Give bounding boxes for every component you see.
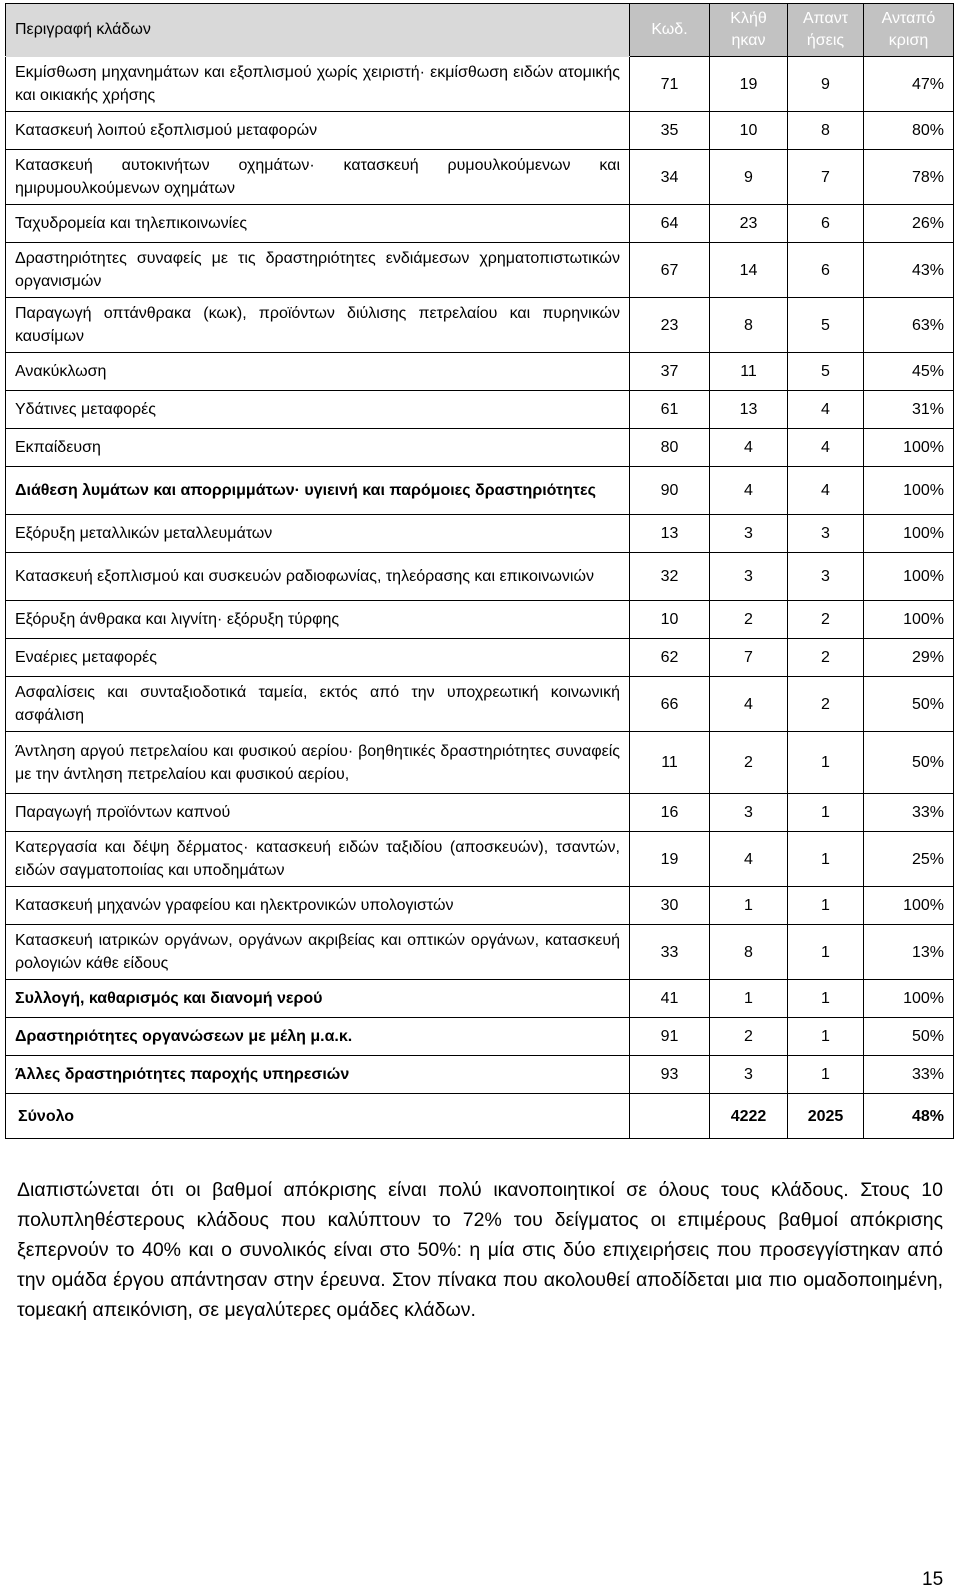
cell-code: 91 <box>630 1018 710 1056</box>
cell-response: 43% <box>864 243 954 298</box>
total-label: Σύνολο <box>6 1094 630 1139</box>
table-row <box>6 1018 954 1056</box>
cell-called: 19 <box>710 57 788 112</box>
cell-response: 33% <box>864 794 954 832</box>
cell-answers: 5 <box>788 298 864 353</box>
cell-code: 13 <box>630 515 710 553</box>
cell-response: 50% <box>864 1018 954 1056</box>
header-code-text: Κωδ. <box>651 21 688 38</box>
cell-response: 78% <box>864 150 954 205</box>
cell-answers: 9 <box>788 57 864 112</box>
cell-code: 30 <box>630 887 710 925</box>
header-response-line-2: κριση <box>888 32 929 49</box>
cell-answers: 1 <box>788 887 864 925</box>
cell-called: 9 <box>710 150 788 205</box>
cell-description: Εναέριες μεταφορές <box>6 639 630 677</box>
cell-description: Άλλες δραστηριότητες παροχής υπηρεσιών <box>6 1056 630 1094</box>
cell-called: 13 <box>710 391 788 429</box>
cell-code: 66 <box>630 677 710 732</box>
cell-answers: 1 <box>788 832 864 887</box>
cell-code: 11 <box>630 732 710 794</box>
cell-code: 61 <box>630 391 710 429</box>
total-response: 48% <box>864 1094 954 1139</box>
cell-called: 10 <box>710 112 788 150</box>
cell-called: 2 <box>710 732 788 794</box>
cell-code: 23 <box>630 298 710 353</box>
cell-called: 3 <box>710 794 788 832</box>
cell-answers: 7 <box>788 150 864 205</box>
page-number: 15 <box>922 1569 944 1590</box>
cell-response: 100% <box>864 601 954 639</box>
table-row <box>6 794 954 832</box>
cell-answers: 1 <box>788 980 864 1018</box>
cell-answers: 4 <box>788 467 864 515</box>
cell-response: 100% <box>864 515 954 553</box>
header-called <box>710 4 788 57</box>
total-code <box>630 1094 710 1139</box>
table-row <box>6 429 954 467</box>
cell-called: 4 <box>710 677 788 732</box>
table-row <box>6 553 954 601</box>
cell-response: 45% <box>864 353 954 391</box>
table-row <box>6 205 954 243</box>
cell-response: 100% <box>864 553 954 601</box>
total-called: 4222 <box>710 1094 788 1139</box>
cell-answers: 5 <box>788 353 864 391</box>
cell-description: Εκπαίδευση <box>6 429 630 467</box>
cell-code: 90 <box>630 467 710 515</box>
cell-description: Κατασκευή ιατρικών οργάνων, οργάνων ακριβείας και οπτικών οργάνων, κατασκευή ρολογιών κάθε είδους <box>6 925 630 980</box>
table-row <box>6 467 954 515</box>
cell-code: 93 <box>630 1056 710 1094</box>
table-row <box>6 980 954 1018</box>
cell-response: 26% <box>864 205 954 243</box>
table-row <box>6 57 954 112</box>
cell-answers: 4 <box>788 391 864 429</box>
table-row <box>6 515 954 553</box>
cell-description: Ανακύκλωση <box>6 353 630 391</box>
table-row <box>6 677 954 732</box>
cell-response: 13% <box>864 925 954 980</box>
cell-called: 11 <box>710 353 788 391</box>
cell-answers: 2 <box>788 639 864 677</box>
header-called-line-1: Κλήθ <box>730 10 767 27</box>
cell-called: 3 <box>710 1056 788 1094</box>
header-answers-line-2: ήσεις <box>806 32 845 49</box>
cell-description: Παραγωγή οπτάνθρακα (κωκ), προϊόντων διύλισης πετρελαίου και πυρηνικών καυσίμων <box>6 298 630 353</box>
cell-called: 2 <box>710 1018 788 1056</box>
table-header-row <box>6 4 954 57</box>
cell-code: 71 <box>630 57 710 112</box>
cell-description: Δραστηριότητες συναφείς με τις δραστηριότητες ενδιάμεσων χρηματοπιστωτικών οργανισμών <box>6 243 630 298</box>
table-row <box>6 639 954 677</box>
cell-code: 19 <box>630 832 710 887</box>
cell-description: Κατεργασία και δέψη δέρματος· κατασκευή ειδών ταξιδίου (αποσκευών), τσαντών, ειδών σαγματοποιίας και υποδημάτων <box>6 832 630 887</box>
header-response <box>864 4 954 57</box>
cell-description: Δραστηριότητες οργανώσεων με μέλη μ.α.κ. <box>6 1018 630 1056</box>
cell-description: Εξόρυξη μεταλλικών μεταλλευμάτων <box>6 515 630 553</box>
header-answers-line-1: Απαντ <box>802 10 849 27</box>
cell-answers: 8 <box>788 112 864 150</box>
cell-called: 14 <box>710 243 788 298</box>
table-row <box>6 1056 954 1094</box>
cell-response: 100% <box>864 980 954 1018</box>
cell-response: 25% <box>864 832 954 887</box>
cell-description: Εκμίσθωση μηχανημάτων και εξοπλισμού χωρίς χειριστή· εκμίσθωση ειδών ατομικής και οικιακής χρήσης <box>6 57 630 112</box>
cell-response: 100% <box>864 429 954 467</box>
cell-answers: 1 <box>788 925 864 980</box>
cell-answers: 1 <box>788 1056 864 1094</box>
total-answers: 2025 <box>788 1094 864 1139</box>
cell-called: 7 <box>710 639 788 677</box>
cell-description: Ταχυδρομεία και τηλεπικοινωνίες <box>6 205 630 243</box>
table-row <box>6 298 954 353</box>
cell-called: 23 <box>710 205 788 243</box>
cell-called: 8 <box>710 925 788 980</box>
cell-description: Κατασκευή αυτοκινήτων οχημάτων· κατασκευή ρυμουλκούμενων και ημιρυμουλκούμενων οχημάτων <box>6 150 630 205</box>
table-row <box>6 925 954 980</box>
cell-called: 8 <box>710 298 788 353</box>
table-row <box>6 243 954 298</box>
header-answers <box>788 4 864 57</box>
cell-answers: 1 <box>788 732 864 794</box>
cell-description: Κατασκευή μηχανών γραφείου και ηλεκτρονικών υπολογιστών <box>6 887 630 925</box>
cell-code: 67 <box>630 243 710 298</box>
cell-code: 41 <box>630 980 710 1018</box>
cell-response: 100% <box>864 467 954 515</box>
table-total-row <box>6 1094 954 1139</box>
table-row <box>6 887 954 925</box>
cell-answers: 1 <box>788 794 864 832</box>
cell-answers: 1 <box>788 1018 864 1056</box>
cell-response: 31% <box>864 391 954 429</box>
cell-response: 33% <box>864 1056 954 1094</box>
cell-description: Υδάτινες μεταφορές <box>6 391 630 429</box>
cell-answers: 4 <box>788 429 864 467</box>
cell-description: Κατασκευή λοιπού εξοπλισμού μεταφορών <box>6 112 630 150</box>
cell-code: 35 <box>630 112 710 150</box>
cell-response: 50% <box>864 677 954 732</box>
cell-answers: 3 <box>788 515 864 553</box>
header-description: Περιγραφή κλάδων <box>6 4 630 57</box>
table-row <box>6 150 954 205</box>
cell-called: 1 <box>710 887 788 925</box>
cell-answers: 6 <box>788 205 864 243</box>
cell-code: 37 <box>630 353 710 391</box>
cell-called: 3 <box>710 553 788 601</box>
cell-response: 80% <box>864 112 954 150</box>
cell-code: 10 <box>630 601 710 639</box>
cell-called: 4 <box>710 429 788 467</box>
cell-description: Ασφαλίσεις και συνταξιοδοτικά ταμεία, εκτός από την υποχρεωτική κοινωνική ασφάλιση <box>6 677 630 732</box>
cell-response: 47% <box>864 57 954 112</box>
cell-answers: 3 <box>788 553 864 601</box>
table-row <box>6 112 954 150</box>
cell-code: 62 <box>630 639 710 677</box>
header-called-line-2: ηκαν <box>731 32 766 49</box>
cell-description: Συλλογή, καθαρισμός και διανομή νερού <box>6 980 630 1018</box>
cell-response: 50% <box>864 732 954 794</box>
response-rate-table <box>5 3 954 1139</box>
cell-code: 16 <box>630 794 710 832</box>
table-row <box>6 353 954 391</box>
cell-response: 100% <box>864 887 954 925</box>
cell-response: 29% <box>864 639 954 677</box>
cell-description: Παραγωγή προϊόντων καπνού <box>6 794 630 832</box>
cell-description: Διάθεση λυμάτων και απορριμμάτων· υγιεινή και παρόμοιες δραστηριότητες <box>6 467 630 515</box>
header-response-line-1: Ανταπό <box>881 10 936 27</box>
cell-code: 32 <box>630 553 710 601</box>
cell-called: 4 <box>710 832 788 887</box>
cell-description: Άντληση αργού πετρελαίου και φυσικού αερίου· βοηθητικές δραστηριότητες συναφείς με την άντληση πετρελαίου και φυσικού αερίου, <box>6 732 630 794</box>
cell-answers: 2 <box>788 601 864 639</box>
cell-called: 4 <box>710 467 788 515</box>
cell-description: Εξόρυξη άνθρακα και λιγνίτη· εξόρυξη τύρφης <box>6 601 630 639</box>
body-paragraph: Διαπιστώνεται ότι οι βαθμοί απόκρισης είναι πολύ ικανοποιητικοί σε όλους τους κλάδους. Στους 10 πολυπληθέστερους κλάδους που καλύπτουν το 72% του δείγματος οι επιμέρους βαθμοί απόκρισης ξεπερνούν το 40% και ο συνολικός είναι στο 50%: η μία στις δύο επιχειρήσεις που προσεγγίστηκαν από την ομάδα έργου απάντησαν στην έρευνα. Στον πίνακα που ακολουθεί αποδίδεται μια πιο ομαδοποιημένη, τομεακή απεικόνιση, σε μεγαλύτερες ομάδες κλάδων. <box>17 1179 943 1321</box>
cell-description: Κατασκευή εξοπλισμού και συσκευών ραδιοφωνίας, τηλεόρασης και επικοινωνιών <box>6 553 630 601</box>
cell-code: 34 <box>630 150 710 205</box>
table-row <box>6 732 954 794</box>
table-row <box>6 601 954 639</box>
cell-code: 80 <box>630 429 710 467</box>
cell-called: 3 <box>710 515 788 553</box>
cell-answers: 6 <box>788 243 864 298</box>
header-code <box>630 4 710 57</box>
cell-code: 33 <box>630 925 710 980</box>
table-row <box>6 391 954 429</box>
cell-code: 64 <box>630 205 710 243</box>
cell-answers: 2 <box>788 677 864 732</box>
cell-response: 63% <box>864 298 954 353</box>
cell-called: 2 <box>710 601 788 639</box>
cell-called: 1 <box>710 980 788 1018</box>
table-row <box>6 832 954 887</box>
